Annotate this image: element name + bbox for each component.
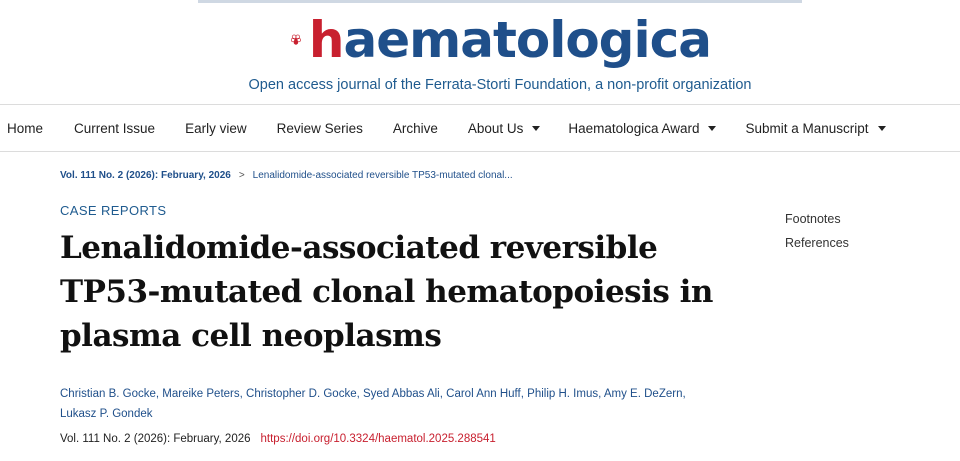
nav-home-label: Home (7, 120, 44, 136)
nav-about-us[interactable] (468, 121, 541, 136)
author-separator: , (439, 388, 443, 400)
logo-letter-h: h (308, 11, 344, 69)
author-link[interactable]: Christian B. Gocke (60, 388, 156, 400)
author-link[interactable]: Christopher D. Gocke (246, 388, 357, 400)
main-nav (0, 104, 960, 152)
author-separator: , (520, 388, 524, 400)
author-link[interactable]: Syed Abbas Ali (363, 388, 440, 400)
author-separator: , (356, 388, 360, 400)
article-title: Lenalidomide-associated reversible TP53-mutated clonal hematopoiesis in plasma cell neoplasms (60, 230, 713, 354)
author-link[interactable]: Mareike Peters (162, 388, 240, 400)
nav-submit-manuscript[interactable] (745, 121, 885, 136)
sidebar-link-references[interactable]: References (785, 236, 849, 250)
nav-haematologica-award[interactable] (568, 121, 716, 136)
nav-current-issue-label: Current Issue (74, 120, 156, 136)
author-link[interactable]: Philip H. Imus (527, 388, 599, 400)
site-logo[interactable] (291, 8, 711, 72)
author-separator: , (155, 388, 160, 400)
tagline: Open access journal of the Ferrata-Storti Foundation, a non-profit organization (248, 77, 752, 93)
chevron-down-icon (532, 126, 540, 131)
article-sidebar (785, 212, 849, 260)
chevron-down-icon (708, 126, 716, 131)
chevron-down-icon (878, 126, 886, 131)
author-link[interactable]: Amy E. DeZern (603, 388, 683, 400)
doi-link[interactable]: https://doi.org/10.3324/haematol.2025.288541 (260, 433, 496, 445)
logo-wordmark (308, 11, 711, 69)
nav-home[interactable] (7, 121, 43, 136)
breadcrumb-separator: > (238, 170, 245, 181)
nav-review-series[interactable] (277, 121, 363, 136)
sidebar-link-footnotes[interactable]: Footnotes (785, 212, 841, 226)
nav-submit-manuscript-label: Submit a Manuscript (745, 120, 869, 136)
section-label: CASE REPORTS (60, 203, 167, 218)
nav-review-series-label: Review Series (276, 120, 363, 136)
issue-info: Vol. 111 No. 2 (2026): February, 2026 (60, 433, 251, 445)
nav-early-view[interactable] (185, 121, 247, 136)
rings-drop-logo-icon (291, 15, 301, 65)
author-link[interactable]: Lukasz P. Gondek (60, 408, 153, 420)
nav-archive[interactable] (393, 121, 438, 136)
author-link[interactable]: Carol Ann Huff (446, 388, 521, 400)
nav-early-view-label: Early view (185, 120, 247, 136)
nav-current-issue[interactable] (74, 121, 155, 136)
breadcrumb (60, 170, 513, 181)
nav-haematologica-award-label: Haematologica Award (568, 120, 700, 136)
logo-wordmark-rest: aematologica (343, 11, 711, 69)
nav-about-us-label: About Us (467, 120, 524, 136)
nav-archive-label: Archive (392, 120, 438, 136)
author-separator: , (682, 388, 686, 400)
author-separator: , (239, 388, 243, 400)
breadcrumb-issue-link[interactable]: Vol. 111 No. 2 (2026): February, 2026 (60, 170, 231, 181)
author-list (60, 384, 750, 424)
issue-line (60, 433, 496, 445)
author-separator: , (598, 388, 602, 400)
masthead (0, 0, 960, 104)
breadcrumb-current: Lenalidomide-associated reversible TP53-mutated clonal... (252, 170, 513, 181)
